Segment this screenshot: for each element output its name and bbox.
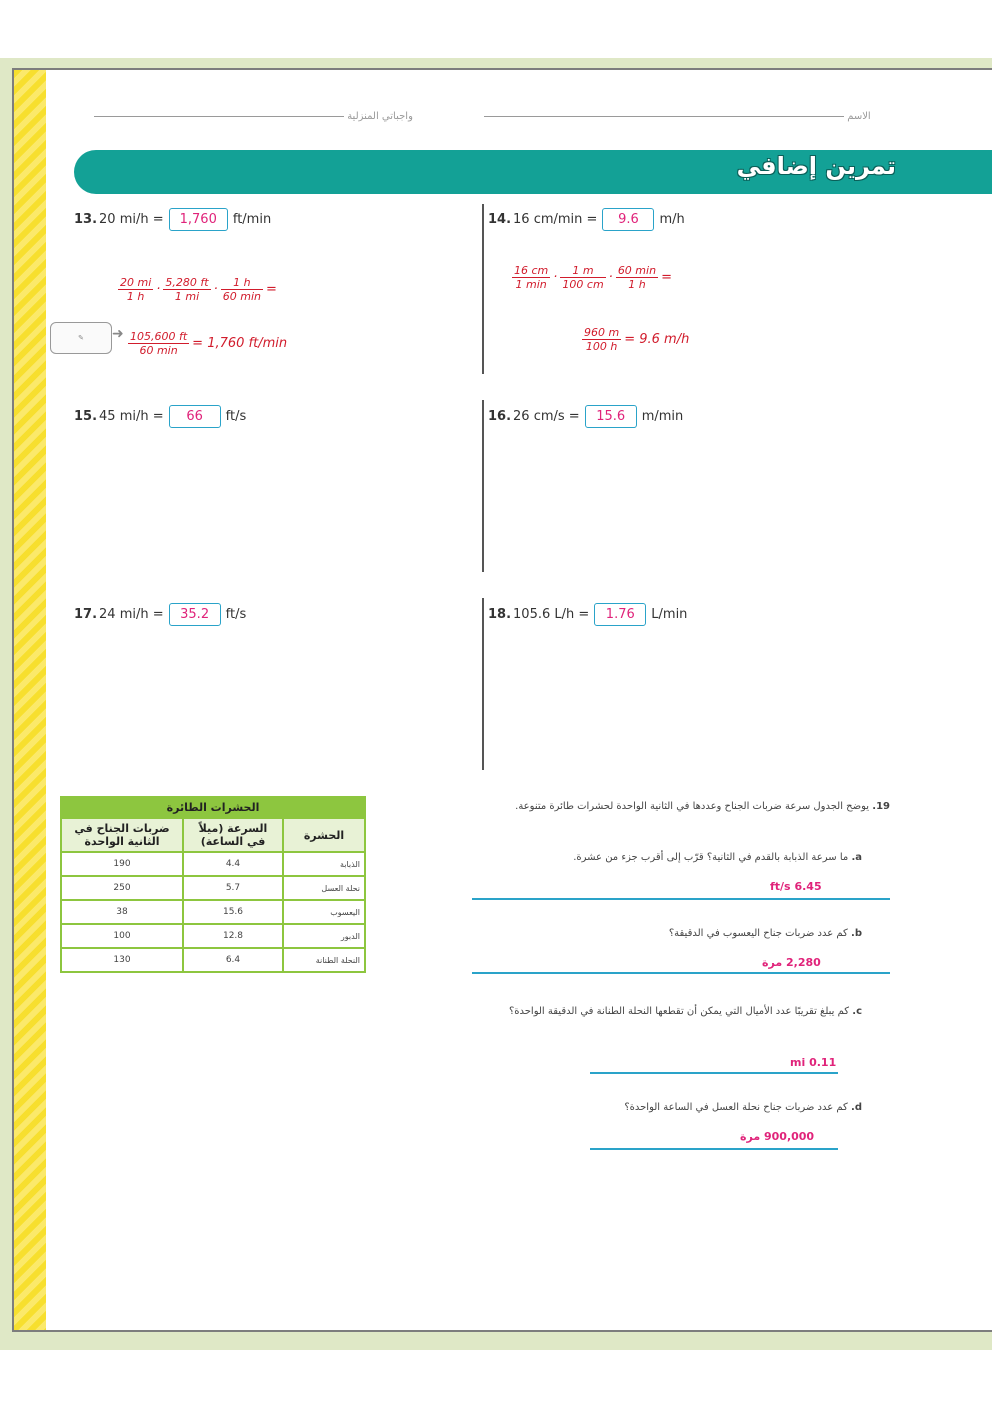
problem-unit: ft/s [225,607,247,622]
problem-16 [488,405,683,428]
problem-expression: 45 mi/h = [99,409,164,424]
fraction-denominator: 100 cm [562,278,604,291]
answer-19d[interactable]: 900,000 مرة [740,1130,815,1143]
problem-number: 14. [488,212,512,227]
table-cell: نحلة العسل [283,876,365,900]
answer-line [590,1148,838,1150]
table-row [61,948,365,972]
question-text: كم عدد ضربات جناح اليعسوب في الدقيقة؟ [668,928,848,939]
column-header: ضربات الجناح في الثانية الواحدة [61,818,183,852]
hint-note-icon: ✎ [50,322,112,354]
answer-box[interactable]: 1,760 [169,208,228,231]
question-number: 19. [872,801,890,812]
table-cell: الذبابة [283,852,365,876]
divider [482,598,484,770]
problem-15 [74,405,246,428]
problem-unit: ft/s [225,409,247,424]
fraction-numerator: 1 m [560,264,605,278]
divider [482,204,484,374]
problem-number: 15. [74,409,98,424]
problem-expression: 24 mi/h = [99,607,164,622]
question-19b [540,928,862,939]
question-label: b. [851,928,862,939]
answer-19c[interactable]: 0.11 mi [790,1056,837,1069]
answer-line [472,972,890,974]
question-19c [420,1000,862,1024]
question-19a [420,852,862,863]
problem-unit: ft/min [232,212,272,227]
problem-18 [488,603,687,626]
fraction-numerator: 1 h [221,276,263,290]
column-header: الحشرة [283,818,365,852]
fraction-denominator: 1 h [628,278,646,291]
fraction-numerator: 5,280 ft [165,276,209,289]
fraction-numerator: 960 m [584,326,620,339]
table-row [61,852,365,876]
work-14-line2 [582,326,692,353]
answer-box[interactable]: 35.2 [169,603,221,626]
table-row [61,876,365,900]
question-text: يوضح الجدول سرعة ضربات الجناح وعددها في الثانية الواحدة لحشرات طائرة متنوعة. [515,801,870,812]
table-cell: النحلة الطنانة [283,948,365,972]
problem-expression: 16 cm/min = [513,212,598,227]
answer-19b[interactable]: 2,280 مرة [762,956,821,969]
table-cell: 100 [61,924,183,948]
answer-box[interactable]: 15.6 [585,405,637,428]
fraction-denominator: 60 min [139,344,178,357]
worksheet-page [12,68,992,1332]
table-cell: 5.7 [183,876,283,900]
table-row [61,924,365,948]
answer-box[interactable]: 9.6 [602,208,654,231]
name-field[interactable] [484,111,871,122]
decorative-stripe [14,70,46,1330]
fraction-denominator: 1 mi [174,290,200,303]
work-result: = 9.6 m/h [624,332,690,347]
insects-table [60,796,366,973]
question-text: كم يبلغ تقريبًا عدد الأميال التي يمكن أن تقطعها النحلة الطنانة في الدقيقة الواحدة؟ [508,1006,850,1017]
question-text: كم عدد ضربات جناح نحلة العسل في الساعة الواحدة؟ [624,1102,848,1113]
question-19-intro [420,796,890,818]
answer-box[interactable]: 1.76 [594,603,646,626]
problem-unit: L/min [651,607,688,622]
problem-expression: 105.6 L/h = [513,607,590,622]
fraction-numerator: 105,600 ft [130,330,188,343]
problem-number: 17. [74,607,98,622]
equals-sign: = [661,270,672,285]
table-cell: اليعسوب [283,900,365,924]
table-cell: 190 [61,852,183,876]
homework-label: واجباتي المنزلية [347,111,413,122]
fraction-denominator: 100 h [585,340,618,353]
table-row [61,900,365,924]
problem-17 [74,603,246,626]
fraction-numerator: 60 min [617,264,657,277]
fraction-denominator: 1 h [126,290,145,303]
table-title: الحشرات الطائرة [61,797,365,818]
divider [482,400,484,572]
problem-13 [74,208,271,231]
question-text: ما سرعة الذبابة بالقدم في الثانية؟ قرّب إلى أقرب جزء من عشرة. [573,852,849,863]
table-cell: الدبور [283,924,365,948]
problem-unit: m/h [659,212,685,227]
answer-19a[interactable]: 6.45 ft/s [770,880,822,893]
name-label: الاسم [847,111,871,122]
work-14-line1: $\frac{16 cm}{1 \min}$ · $\frac{1 m}{100 cm}$ · $\frac{60 \min}{1 h}$ = [514,264,672,291]
problem-number: 16. [488,409,512,424]
table-cell: 4.4 [183,852,283,876]
table-cell: 15.6 [183,900,283,924]
question-19d [500,1102,862,1113]
table-cell: 12.8 [183,924,283,948]
problem-expression: 20 mi/h = [99,212,164,227]
fraction-numerator: 16 cm [514,264,549,277]
question-label: a. [851,852,862,863]
fraction-denominator: 60 min [222,290,261,303]
homework-field[interactable] [94,111,413,122]
banner-title: تمرين إضافي [736,152,896,180]
question-label: c. [852,1006,862,1017]
problem-14 [488,208,685,231]
work-result: = 1,760 ft/min [192,336,288,351]
problem-unit: m/min [641,409,684,424]
work-13-line1: $\frac{20 mi}{1 h}$ · $\frac{5,280 ft}{1 mi}$ · $\frac{1 h}{60 \min}$ = [120,276,277,303]
problem-expression: 26 cm/s = [513,409,580,424]
problem-number: 13. [74,212,98,227]
work-13-line2 [128,330,290,357]
column-header: السرعة (ميلاً في الساعة) [183,818,283,852]
table-cell: 250 [61,876,183,900]
answer-line [472,898,890,900]
table-cell: 6.4 [183,948,283,972]
table-cell: 38 [61,900,183,924]
question-label: d. [851,1102,862,1113]
problem-number: 18. [488,607,512,622]
table-cell: 130 [61,948,183,972]
fraction-denominator: 1 min [515,278,547,291]
answer-line [590,1072,838,1074]
equals-sign: = [265,282,277,297]
arrow-icon: ➜ [112,326,124,342]
fraction-numerator: 20 mi [120,276,152,289]
answer-box[interactable]: 66 [169,405,221,428]
